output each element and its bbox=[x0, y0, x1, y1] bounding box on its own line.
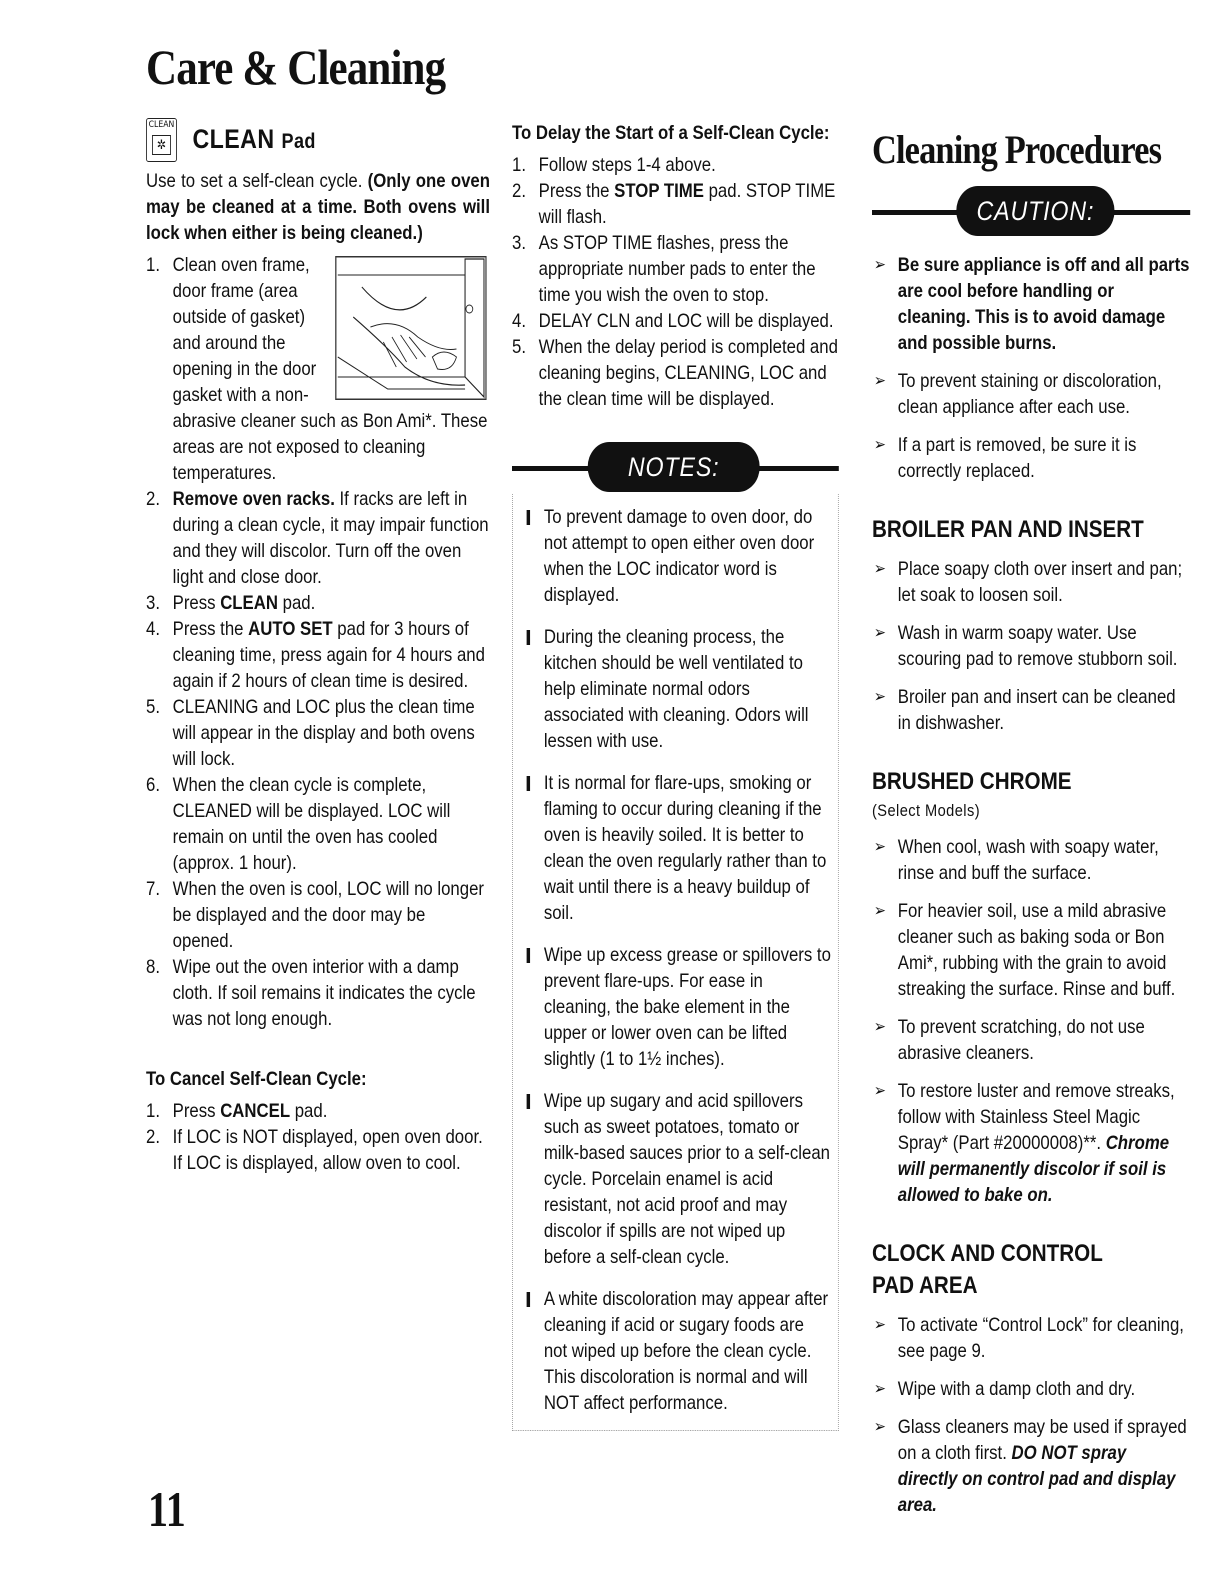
delay-step bbox=[512, 230, 839, 308]
cancel-step bbox=[146, 1098, 490, 1124]
arrow-bullet-icon: ➢ bbox=[873, 1417, 886, 1436]
clean-pad-icon-symbol: ✲ bbox=[152, 135, 171, 155]
delay-heading: To Delay the Start of a Self-Clean Cycle: bbox=[512, 122, 830, 144]
delay-step bbox=[512, 152, 839, 178]
note-text: A white discoloration may appear after cleaning if acid or sugary foods are not wiped up before the clean cycle. This discoloration is normal and will NOT affect performance. bbox=[543, 1288, 829, 1414]
notes-box bbox=[512, 494, 839, 1431]
delay-and-notes-column bbox=[512, 120, 897, 1431]
clean-step bbox=[146, 954, 490, 1032]
arrow-bullet-icon: ➢ bbox=[873, 901, 886, 920]
step-number: 2. bbox=[146, 488, 160, 510]
chrome-text: When cool, wash with soapy water, rinse and buff the surface. bbox=[897, 836, 1159, 884]
note-item bbox=[525, 1286, 831, 1416]
note-item bbox=[525, 504, 831, 608]
cancel-step bbox=[146, 1124, 490, 1176]
clean-pad-column bbox=[146, 118, 536, 1176]
chrome-item bbox=[872, 1078, 1190, 1208]
broiler-heading: BROILER PAN AND INSERT bbox=[872, 516, 1144, 543]
step-pre: Press the bbox=[172, 618, 249, 640]
caution-item bbox=[872, 368, 1190, 420]
notes-list bbox=[525, 504, 831, 1416]
control-text: Wipe with a damp cloth and dry. bbox=[897, 1378, 1136, 1400]
clean-pad-title-main: CLEAN bbox=[192, 123, 275, 154]
caution-item bbox=[872, 432, 1190, 484]
clean-pad-title bbox=[192, 123, 316, 155]
step-number: 4. bbox=[512, 310, 526, 332]
note-bullet bbox=[527, 776, 530, 791]
control-item bbox=[872, 1414, 1190, 1518]
note-bullet bbox=[527, 630, 530, 645]
caution-banner bbox=[872, 186, 1190, 238]
arrow-bullet-icon: ➢ bbox=[873, 371, 886, 390]
step-number: 3. bbox=[512, 232, 526, 254]
note-bullet bbox=[527, 948, 530, 963]
page-number: 11 bbox=[148, 1481, 186, 1537]
caution-list bbox=[872, 252, 1190, 484]
arrow-bullet-icon: ➢ bbox=[873, 435, 886, 454]
step-text: pad for 3 hours of cleaning time, press again for 4 hours and again if 2 hours of clean time is desired. bbox=[172, 618, 485, 692]
clean-step bbox=[146, 486, 490, 590]
step-bold: STOP TIME bbox=[614, 180, 704, 202]
note-text: Wipe up excess grease or spillovers to prevent flare-ups. For ease in cleaning, the bake element in the upper or lower oven can be lifted slightly (1 to 1½ inches). bbox=[543, 944, 831, 1070]
broiler-list bbox=[872, 556, 1190, 736]
chrome-item bbox=[872, 1014, 1190, 1066]
chrome-subheading: (Select Models) bbox=[872, 801, 981, 820]
chrome-text: To prevent scratching, do not use abrasive cleaners. bbox=[897, 1016, 1145, 1064]
clean-step bbox=[146, 772, 490, 876]
arrow-bullet-icon: ➢ bbox=[873, 255, 886, 274]
step-bold: AUTO SET bbox=[248, 618, 333, 640]
control-list bbox=[872, 1312, 1190, 1518]
step-bold: CANCEL bbox=[220, 1100, 291, 1122]
notes-banner bbox=[512, 442, 839, 494]
step-number: 2. bbox=[512, 180, 526, 202]
note-item bbox=[525, 942, 831, 1072]
delay-step bbox=[512, 334, 839, 412]
note-item bbox=[525, 1088, 831, 1270]
step-pre: Press the bbox=[538, 180, 615, 202]
caution-label: CAUTION: bbox=[956, 186, 1114, 236]
arrow-bullet-icon: ➢ bbox=[873, 687, 886, 706]
clean-pad-intro-bold: (Only one oven may be cleaned at a time. Both ovens will lock when either is being cleaned.) bbox=[146, 170, 490, 244]
arrow-bullet-icon: ➢ bbox=[873, 559, 886, 578]
step-bold: CLEAN bbox=[220, 592, 278, 614]
note-item bbox=[525, 770, 831, 926]
step-text: DELAY CLN and LOC will be displayed. bbox=[538, 310, 834, 332]
cancel-heading: To Cancel Self-Clean Cycle: bbox=[146, 1068, 367, 1090]
broiler-text: Broiler pan and insert can be cleaned in dishwasher. bbox=[897, 686, 1176, 734]
step-text: When the clean cycle is complete, CLEANED will be displayed. LOC will remain on until the oven has cooled (approx. 1 hour). bbox=[172, 774, 451, 874]
note-bullet bbox=[527, 1292, 530, 1307]
step-text: If racks are left in during a clean cycle, it may impair function and they will discolor. Turn off the oven light and close door. bbox=[172, 488, 489, 588]
oven-frame-illustration bbox=[335, 256, 486, 400]
chrome-heading: BRUSHED CHROME bbox=[872, 768, 1072, 795]
cleaning-procedures-column bbox=[872, 128, 1221, 1530]
step-number: 8. bbox=[146, 956, 160, 978]
chrome-text: To restore luster and remove streaks, follow with Stainless Steel Magic Spray* (Part #20000008)**. bbox=[897, 1080, 1175, 1154]
control-heading-line2: PAD AREA bbox=[872, 1272, 978, 1299]
control-heading-line1: CLOCK AND CONTROL bbox=[872, 1240, 1103, 1267]
clean-pad-title-small: Pad bbox=[281, 129, 316, 153]
procedures-title: Cleaning Procedures bbox=[872, 127, 1162, 172]
caution-text: If a part is removed, be sure it is correctly replaced. bbox=[897, 434, 1137, 482]
cancel-steps-list bbox=[146, 1098, 490, 1176]
step-number: 1. bbox=[146, 1100, 160, 1122]
step-text: Follow steps 1-4 above. bbox=[538, 154, 716, 176]
clean-pad-icon bbox=[146, 118, 177, 162]
broiler-text: Place soapy cloth over insert and pan; let soak to loosen soil. bbox=[897, 558, 1183, 606]
caution-text: To prevent staining or discoloration, clean appliance after each use. bbox=[897, 370, 1162, 418]
clean-pad-icon-label: CLEAN bbox=[148, 120, 175, 130]
note-text: It is normal for flare-ups, smoking or flaming to occur during cleaning if the oven is heavily soiled. It is better to clean the oven regularly rather than to wait until there is a heavy buildup of soil. bbox=[543, 772, 827, 924]
control-warning: DO NOT spray directly on control pad and display area. bbox=[897, 1442, 1176, 1516]
delay-steps-list bbox=[512, 152, 839, 412]
clean-pad-intro bbox=[146, 168, 490, 246]
caution-item bbox=[872, 252, 1190, 356]
step-text: pad. bbox=[290, 1100, 328, 1122]
notes-label: NOTES: bbox=[588, 442, 760, 492]
clean-step bbox=[146, 616, 490, 694]
step-text: pad. STOP TIME will flash. bbox=[538, 180, 836, 228]
step-text: CLEANING and LOC plus the clean time will appear in the display and both ovens will lock. bbox=[172, 696, 475, 770]
note-text: To prevent damage to oven door, do not attempt to open either oven door when the LOC indicator word is displayed. bbox=[543, 506, 815, 606]
chrome-list bbox=[872, 834, 1190, 1208]
step-number: 1. bbox=[512, 154, 526, 176]
clean-pad-heading bbox=[146, 118, 490, 162]
broiler-item bbox=[872, 556, 1190, 608]
clean-step bbox=[146, 252, 490, 486]
step-number: 2. bbox=[146, 1126, 160, 1148]
step-number: 3. bbox=[146, 592, 160, 614]
note-text: During the cleaning process, the kitchen should be well ventilated to help eliminate normal odors associated with cleaning. Odors will lessen with use. bbox=[543, 626, 809, 752]
delay-step bbox=[512, 178, 839, 230]
arrow-bullet-icon: ➢ bbox=[873, 1379, 886, 1398]
note-item bbox=[525, 624, 831, 754]
chrome-item bbox=[872, 898, 1190, 1002]
step-text: When the oven is cool, LOC will no longer be displayed and the door may be opened. bbox=[172, 878, 485, 952]
broiler-item bbox=[872, 684, 1190, 736]
step-text: Clean oven frame, door frame (area outside of gasket) and around the opening in the door gasket with a non-abrasive cleaner such as Bon Ami*. These areas are not exposed to cleaning temperatures. bbox=[172, 254, 488, 484]
clean-pad-intro-plain: Use to set a self-clean cycle. bbox=[146, 170, 368, 192]
arrow-bullet-icon: ➢ bbox=[873, 1017, 886, 1036]
note-text: Wipe up sugary and acid spillovers such as sweet potatoes, tomato or milk-based sauces prior to a self-clean cycle. Porcelain enamel is acid resistant, not acid proof and may discolor if spills are not wiped up before a self-clean cycle. bbox=[543, 1090, 830, 1268]
note-bullet bbox=[527, 1094, 530, 1109]
arrow-bullet-icon: ➢ bbox=[873, 1315, 886, 1334]
chrome-text: For heavier soil, use a mild abrasive cleaner such as baking soda or Bon Ami*, rubbing with the grain to avoid streaking the surface. Rinse and buff. bbox=[897, 900, 1176, 1000]
step-text: As STOP TIME flashes, press the appropriate number pads to enter the time you wish the oven to stop. bbox=[538, 232, 816, 306]
caution-text: Be sure appliance is off and all parts are cool before handling or cleaning. This is to avoid damage and possible burns. bbox=[897, 254, 1190, 354]
broiler-item bbox=[872, 620, 1190, 672]
arrow-bullet-icon: ➢ bbox=[873, 623, 886, 642]
chrome-item bbox=[872, 834, 1190, 886]
step-pre: Press bbox=[172, 1100, 221, 1122]
clean-steps-list bbox=[146, 252, 490, 1032]
step-text: When the delay period is completed and cleaning begins, CLEANING, LOC and the clean time will be displayed. bbox=[538, 336, 838, 410]
control-item bbox=[872, 1376, 1190, 1402]
step-number: 4. bbox=[146, 618, 160, 640]
step-text: If LOC is NOT displayed, open oven door. If LOC is displayed, allow oven to cool. bbox=[172, 1126, 483, 1174]
control-item bbox=[872, 1312, 1190, 1364]
step-text: Wipe out the oven interior with a damp cloth. If soil remains it indicates the cycle was not long enough. bbox=[172, 956, 476, 1030]
step-number: 5. bbox=[512, 336, 526, 358]
clean-step bbox=[146, 590, 490, 616]
arrow-bullet-icon: ➢ bbox=[873, 837, 886, 856]
step-number: 6. bbox=[146, 774, 160, 796]
arrow-bullet-icon: ➢ bbox=[873, 1081, 886, 1100]
cleaning-hand-illustration bbox=[336, 257, 486, 399]
note-bullet bbox=[527, 510, 530, 525]
control-text: Glass cleaners may be used if sprayed on a cloth first. bbox=[897, 1416, 1187, 1464]
step-text: pad. bbox=[277, 592, 316, 614]
step-number: 1. bbox=[146, 254, 160, 276]
clean-step bbox=[146, 694, 490, 772]
step-bold: Remove oven racks. bbox=[172, 488, 335, 510]
control-text: To activate “Control Lock” for cleaning, see page 9. bbox=[897, 1314, 1184, 1362]
step-number: 5. bbox=[146, 696, 160, 718]
broiler-text: Wash in warm soapy water. Use scouring pad to remove stubborn soil. bbox=[897, 622, 1178, 670]
step-number: 7. bbox=[146, 878, 160, 900]
page-title: Care & Cleaning bbox=[146, 39, 446, 95]
chrome-warning: Chrome will permanently discolor if soil is allowed to bake on. bbox=[897, 1132, 1170, 1206]
step-pre: Press bbox=[172, 592, 221, 614]
clean-step bbox=[146, 876, 490, 954]
delay-step bbox=[512, 308, 839, 334]
